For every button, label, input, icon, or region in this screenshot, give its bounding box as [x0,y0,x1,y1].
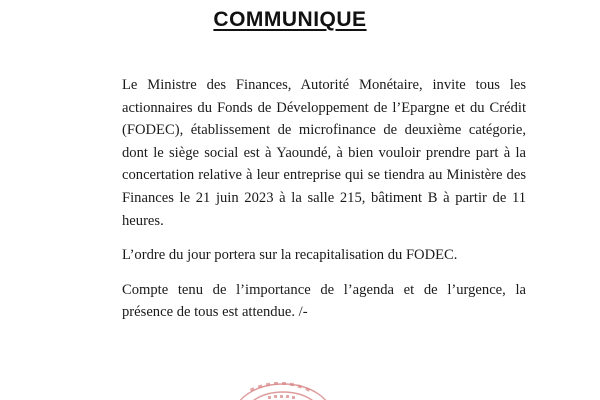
document-title [0,8,600,32]
official-stamp-icon [228,378,338,400]
paragraph-invitation: Le Ministre des Finances, Autorité Monétaire, invite tous les actionnaires du Fonds de Développement de l’Epargne et du Crédit (FODEC), établissement de microfinance de deuxième catégorie, dont le siège social est à Yaoundé, à bien vouloir prendre part à la concertation relative à leur entreprise qui se tiendra au Ministère des Finances le 21 juin 2023 à la salle 215, bâtiment B à partir de 11 heures. [122,77,526,229]
document-body [122,74,526,324]
title-text: COMMUNIQUE [213,8,367,31]
paragraph-attendance: Compte tenu de l’importance de l’agenda et de l’urgence, la présence de tous est attendue. /- [122,281,526,321]
paragraph-agenda: L’ordre du jour portera sur la recapitalisation du FODEC. [122,247,458,264]
